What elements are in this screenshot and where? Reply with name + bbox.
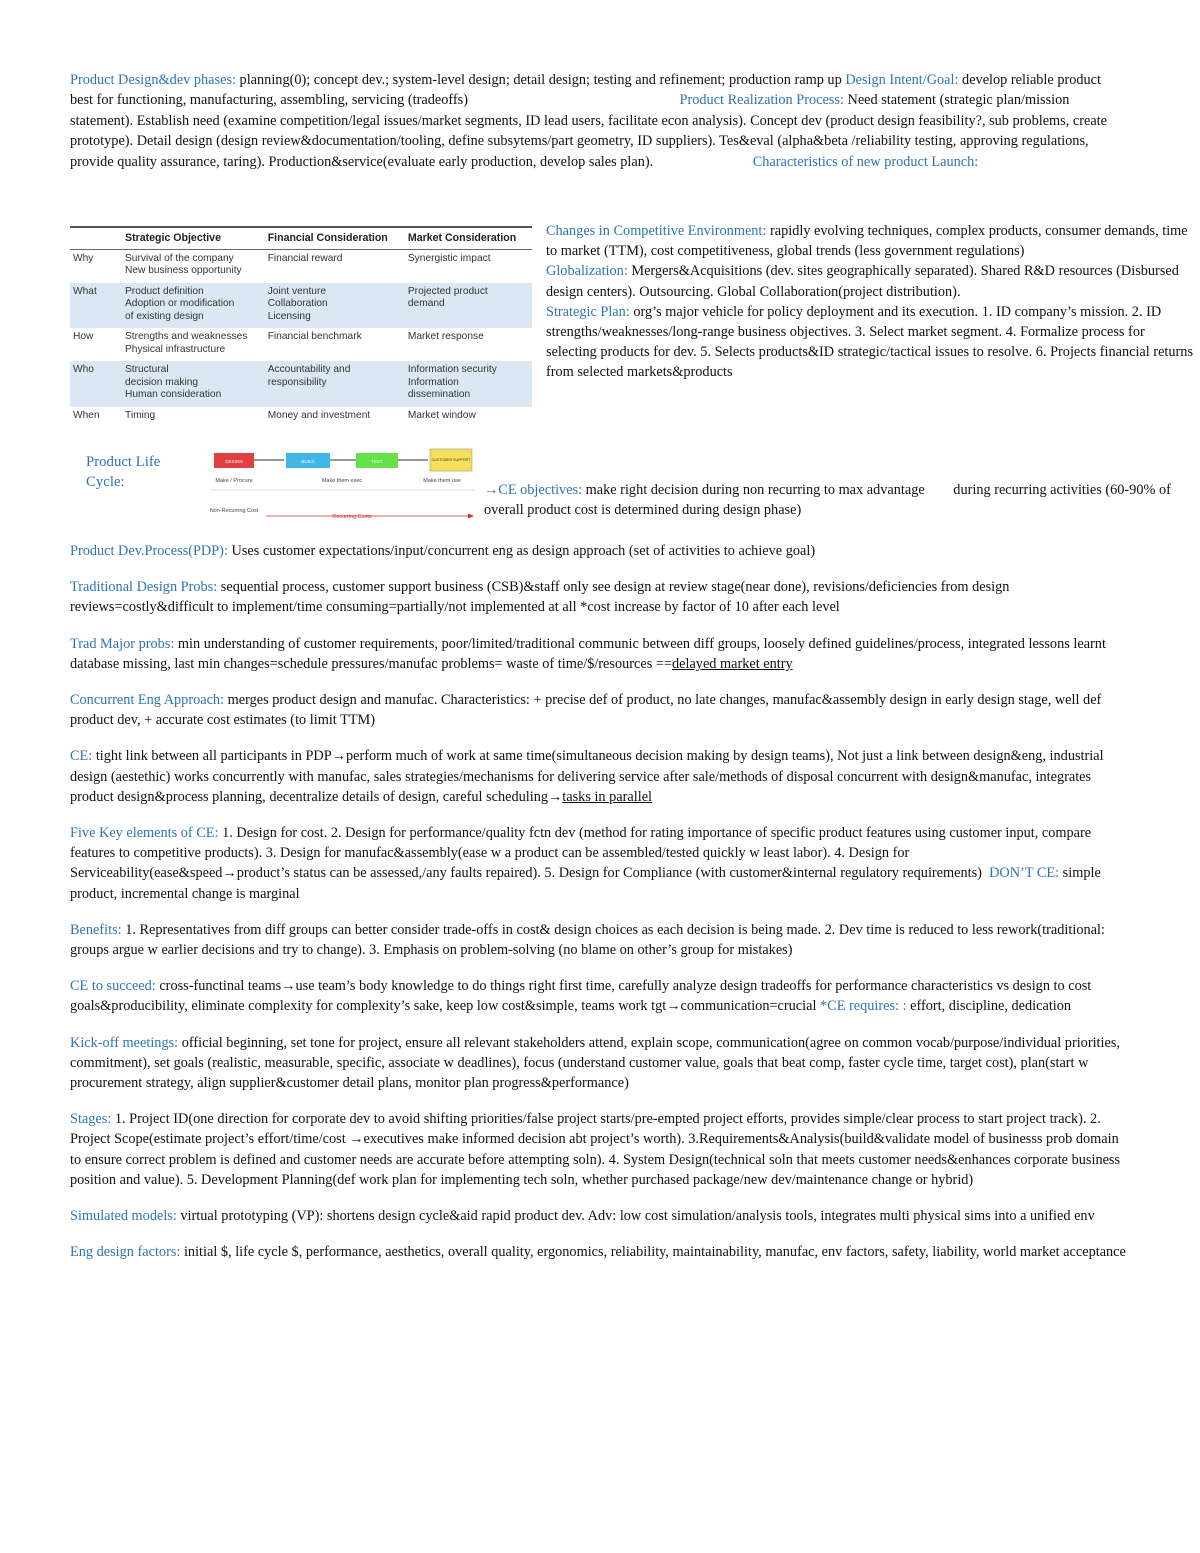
phases-heading: Product Design&dev phases:: [70, 72, 236, 88]
realization-heading: Product Realization Process:: [679, 92, 844, 109]
table-cell: Strengths and weaknesses Physical infrastructure: [125, 331, 248, 355]
simulated-models-text: virtual prototyping (VP): shortens design cycle&aid rapid product dev. Adv: low cost simulation/analysis tools, integrates multi physical sims into a unified env: [176, 1208, 1095, 1225]
competitive-env-heading: Changes in Competitive Environment:: [546, 223, 767, 239]
dont-ce-heading: DON’T CE:: [989, 865, 1060, 882]
kickoff-block: [70, 1033, 1130, 1094]
delayed-market-entry-text: delayed market entry: [671, 655, 793, 672]
design-intent-heading: Design Intent/Goal:: [845, 72, 959, 88]
launch-heading: Characteristics of new product Launch:: [752, 153, 979, 170]
table-row-header: Why: [73, 252, 94, 264]
strategic-plan-text: org’s major vehicle for policy deployment and its execution. 1. ID company’s mission. 2. ID strengths/weaknesses/long-range business objectives. 3. Select market segment. 4. Formalize process for selecting products for dev. 5. Selects products&ID strategic/tactical issues to resolve. 6. Projects financial returns from selected markets&products: [546, 303, 1194, 381]
ce-text: tight link between all participants in PDP→perform much of work at same time(simultaneous decision making by design teams), Not just a link between design&eng, industrial design (aestethic) works concurrently with manufac, sales strategies/mechanisms for delivering service after sale/methods of disposal concurrent with design&manufac, integrates product design&process planning, decentralize details of design, careful scheduling→: [70, 748, 1104, 805]
intro-paragraph: [70, 70, 1120, 172]
table-row-header: What: [70, 283, 122, 329]
trad-major-probs-text: min understanding of customer requirements, poor/limited/traditional communic between diff groups, loosely defined guidelines/process, integrated lessons learnt database missing, last min changes=schedule pressures/manufac problems= waste of time/$/resources ==: [70, 635, 1106, 672]
ce-heading: CE:: [70, 748, 93, 765]
pdp-heading: Product Dev.Process(PDP):: [70, 543, 228, 559]
table-header-cell: Strategic Objective: [122, 227, 265, 249]
table-cell: Financial reward: [267, 252, 343, 264]
ce-succeed-block: [70, 976, 1130, 1016]
stages-text: 1. Project ID(one direction for corporate dev to avoid shifting priorities/false project starts/pre-empted project efforts, provides simple/clear process to start project track). 2. Project Scope(estimate project’s effort/time/cost →executives make informed decision abt project’s worth). 3.Requirements&Analysis(build&validate model of businesss prob domain to ensure correct problem is defined and customer needs are accurate before attempting soln). 4. System Design(technical soln that meets customer needs&enhances corporate business position and value). 5. Development Planning(def work plan for implementing tech soln, whether purchased package/new dev/maintenance change or hybrid): [70, 1111, 1121, 1188]
table-body: [70, 249, 532, 427]
eng-design-factors-block: [70, 1242, 1130, 1262]
tasks-in-parallel-text: tasks in parallel: [562, 788, 653, 805]
dont-ce-text: simple product, incremental change is marginal: [70, 865, 1101, 902]
ce-requires-text: effort, discipline, dedication: [906, 998, 1072, 1015]
design-intent-text: develop reliable product best for functioning, manufacturing, assembling, servicing (tradeoffs): [70, 72, 1101, 109]
pdp-text: Uses customer expectations/input/concurrent eng as design approach (set of activities to achieve goal): [227, 543, 816, 559]
table-cell: Structural decision making Human consideration: [122, 361, 265, 407]
table-cell: Market response: [407, 331, 484, 342]
table-cell: Market window: [407, 409, 476, 421]
build-box-label: BUILD: [301, 459, 315, 464]
table-cell: Financial benchmark: [267, 331, 362, 342]
table-header-cell: Market Consideration: [405, 227, 532, 249]
table-cell: Money and investment: [267, 409, 371, 421]
globalization-paragraph: [546, 261, 1198, 301]
ce-objectives-paragraph: [484, 480, 1184, 520]
eng-design-factors-text: initial $, life cycle $, performance, aesthetics, overall quality, ergonomics, reliability, maintainability, manufac, env factors, safety, liability, world market acceptance: [180, 1244, 1126, 1261]
design-box-label: DESIGN: [225, 459, 243, 464]
table-cell: Joint venture Collaboration Licensing: [265, 283, 405, 329]
competitive-env-paragraph: [546, 221, 1198, 261]
caption-make-procure: Make / Procure: [215, 478, 253, 484]
customer-support-box-label: CUSTOMER SUPPORT: [431, 458, 471, 462]
ce-block: [70, 746, 1130, 807]
table-header-cell: Financial Consideration: [265, 227, 405, 249]
table-header-cell: [70, 227, 122, 249]
eng-design-factors-heading: Eng design factors:: [70, 1244, 181, 1261]
launch-characteristics-table: [70, 226, 532, 427]
stages-heading: Stages:: [70, 1111, 112, 1128]
right-arrow-icon: →: [484, 482, 499, 498]
traditional-design-block: [70, 577, 1130, 617]
non-recurring-cost-label: Non-Recurring Cost: [209, 508, 259, 514]
stages-block: [70, 1109, 1130, 1190]
product-life-cycle-label: Product Life Cycle:: [86, 454, 161, 490]
test-box-label: TEST: [371, 459, 383, 464]
table-row: [70, 283, 532, 329]
product-life-cycle-diagram: [206, 446, 478, 522]
table-cell: Survival of the company New business opportunity: [125, 252, 242, 276]
table-cell: Accountability and responsibility: [265, 361, 405, 407]
right-column: [546, 221, 1198, 383]
ce-objectives-heading: CE objectives:: [498, 482, 583, 498]
five-key-elements-block: [70, 823, 1130, 904]
concurrent-eng-text: merges product design and manufac. Characteristics: + precise def of product, no late changes, manufac&assembly design in early design stage, well def product dev, + accurate cost estimates (to limit TTM): [70, 692, 1102, 729]
table-row-header: When: [73, 409, 100, 421]
five-key-elements-heading: Five Key elements of CE:: [70, 825, 219, 842]
benefits-heading: Benefits:: [70, 921, 122, 938]
phases-text: planning(0); concept dev.; system-level design; detail design; testing and refinement; production ramp up: [235, 72, 846, 88]
recurring-cost-label: Recurring Costs: [332, 514, 372, 520]
traditional-design-text: sequential process, customer support business (CSB)&staff only see design at review stage(near done), revisions/deficiencies from design reviews=costly&difficult to implement/time consuming=partially/not implemented at all *cost increase by factor of 10 after each level: [70, 579, 1010, 616]
table-cell: Timing: [125, 409, 156, 421]
traditional-design-heading: Traditional Design Probs:: [70, 579, 218, 596]
kickoff-text: official beginning, set tone for project, ensure all relevant stakeholders attend, explain scope, communication(agree on common vocab/purpose/individual priorities, commitment), set goals (realistic, measurable, specific, associate w deadlines), focus (understand customer value, goals that beat comp, faster cycle time, target cost), plan(start w procurement strategy, align supplier&customer detail plans, monitor plan progress&performance): [70, 1034, 1120, 1092]
competitive-env-text: rapidly evolving techniques, complex products, consumer demands, time to market (TTM), cost competitiveness, global trends (less government regulations): [546, 223, 1188, 260]
caption-make-use: Make them use: [423, 478, 461, 484]
ce-requires-heading: *CE requires: :: [820, 998, 907, 1015]
ce-objectives-text: make right decision during non recurring to max advantage during recurring activities (60-90% of overall product cost is determined during design phase): [484, 482, 1175, 519]
arrow-head-icon: [468, 514, 474, 519]
five-key-elements-text: 1. Design for cost. 2. Design for performance/quality fctn dev (method for rating importance of specific product features using customer input, compare features to competitive products). 3. Design for manufac&assembly(ease w a product can be assembled/tested quickly w least labor). 4. Design for Serviceability(ease&speed→product’s status can be assessed,/any faults repaired). 5. Design for Compliance (with customer&internal regulatory requirements): [70, 825, 1095, 882]
trad-major-probs-heading: Trad Major probs:: [70, 635, 175, 652]
ce-succeed-text: cross-functinal teams→use team’s body knowledge to do things right first time, carefully analyze design tradeoffs for performance characteristics vs design to cost goals&producibility, eliminate complexity for complexity’s sake, keep low cost&simple, teams work tgt→communication=crucial: [70, 978, 1092, 1015]
table-cell: Product definition Adoption or modification of existing design: [122, 283, 265, 329]
table-row: [70, 407, 532, 428]
concurrent-eng-block: [70, 690, 1130, 730]
benefits-block: [70, 920, 1130, 960]
caption-make-exec: Make them exec: [321, 478, 363, 484]
strategic-plan-heading: Strategic Plan:: [546, 303, 630, 320]
table-cell: Projected product demand: [405, 283, 532, 329]
globalization-heading: Globalization:: [546, 263, 628, 280]
concurrent-eng-heading: Concurrent Eng Approach:: [70, 692, 225, 709]
trad-major-probs-block: [70, 634, 1130, 674]
pdp-block: [70, 541, 1130, 561]
realization-text: Need statement (strategic plan/mission statement). Establish need (examine competition/legal issues/market segments, ID lead users, facilitate econ analysis). Concept dev (product design feasibility?, sub problems, create prototype). Detail design (design review&documentation/tooling, define subsytems/part geometry, ID suppliers). Tes&eval (alpha&beta /reliability testing, approving regulations, provide quality assurance, taring). Production&service(evaluate early production, develop sales plan).: [70, 92, 1107, 170]
table-cell: Information security Information dissemination: [405, 361, 532, 407]
table-row: [70, 361, 532, 407]
table-row: [70, 249, 532, 283]
benefits-text: 1. Representatives from diff groups can better consider trade-offs in cost& design choices as each decision is being made. 2. Dev time is reduced to less rework(traditional: groups argue w earlier decisions and try to change). 3. Emphasis on problem-solving (no blame on other’s group for mistakes): [70, 921, 1105, 959]
notes-body: [70, 541, 1130, 1278]
simulated-models-block: [70, 1206, 1130, 1226]
globalization-text: Mergers&Acquisitions (dev. sites geographically separated). Shared R&D resources (Disbursed design centers). Outsourcing. Global Collaboration(project distribution).: [546, 263, 1179, 300]
table-row: [70, 328, 532, 361]
table-row-header: How: [73, 331, 94, 342]
simulated-models-heading: Simulated models:: [70, 1208, 177, 1225]
table-cell: Synergistic impact: [407, 252, 491, 264]
kickoff-heading: Kick-off meetings:: [70, 1034, 179, 1051]
strategic-plan-paragraph: [546, 302, 1198, 383]
table-header-row: [70, 227, 532, 249]
ce-succeed-heading: CE to succeed:: [70, 978, 156, 995]
table-row-header: Who: [70, 361, 122, 407]
